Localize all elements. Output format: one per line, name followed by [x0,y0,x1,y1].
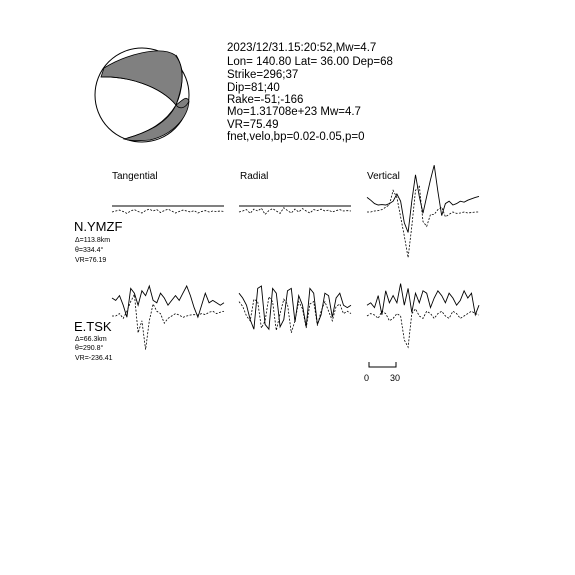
beachball [95,48,189,142]
column-title-tangential: Tangential [112,171,158,182]
waveform-traces [112,165,479,349]
header-line: VR=75.49 [227,119,279,131]
station-name: N.YMZF [74,219,123,234]
station-vr: VR=-236.41 [75,355,113,362]
waveform-observed-tangential-station-2 [112,286,224,317]
time-scale-end: 30 [390,373,401,383]
waveform-synthetic-radial-station-2 [239,297,351,333]
header-line: fnet,velo,bp=0.02-0.05,p=0 [227,131,365,143]
column-title-vertical: Vertical [367,171,400,182]
station-label-1 [74,219,122,264]
station-name: E.TSK [74,319,112,334]
waveform-synthetic-tangential-station-1 [112,209,224,213]
time-scale-start: 0 [364,373,370,383]
time-scale-bar [364,362,400,383]
waveform-synthetic-radial-station-1 [239,208,351,215]
header-line: Rake=-51;-166 [227,94,304,106]
waveform-synthetic-vertical-station-1 [367,186,479,258]
column-title-radial: Radial [240,171,269,182]
station-azimuth: θ=334.4° [75,247,104,254]
waveform-synthetic-vertical-station-2 [367,309,479,347]
time-scale-line [369,362,396,367]
station-distance: Δ=66.3km [75,336,107,343]
header-line: 2023/12/31.15:20:52,Mw=4.7 [227,42,377,54]
component-titles [112,171,400,182]
header-line: Dip=81;40 [227,82,280,94]
header-line: Lon= 140.80 Lat= 36.00 Dep=68 [227,56,393,68]
event-header [227,42,393,143]
waveform-observed-vertical-station-2 [367,284,479,315]
station-distance: Δ=113.8km [75,237,111,244]
waveform-observed-radial-station-2 [239,286,351,329]
header-line: Strike=296;37 [227,69,299,81]
station-vr: VR=76.19 [75,257,107,264]
header-line: Mo=1.31708e+23 Mw=4.7 [227,106,361,118]
station-label-2 [74,319,113,362]
station-azimuth: θ=290.8° [75,345,104,352]
